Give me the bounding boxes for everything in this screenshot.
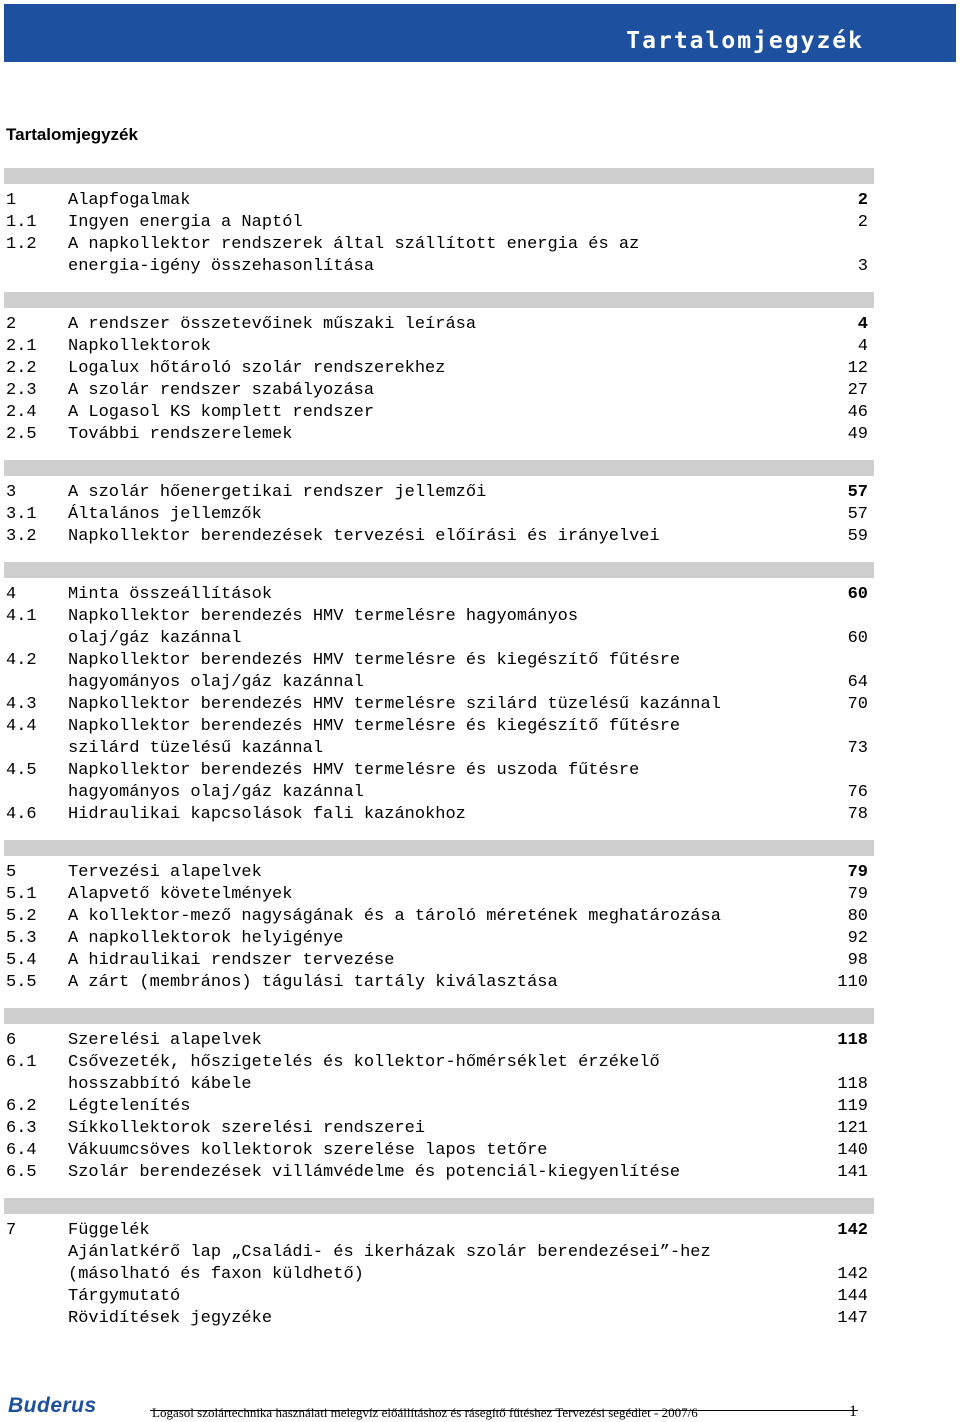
toc-num: 6.2 <box>6 1097 37 1116</box>
toc-title: olaj/gáz kazánnal <box>68 629 242 648</box>
toc-page: 60 <box>847 629 868 648</box>
toc-page: 64 <box>847 673 868 692</box>
toc-title: Alapfogalmak <box>68 191 191 210</box>
toc-row[interactable] <box>4 694 874 716</box>
toc-row[interactable] <box>4 1096 874 1118</box>
toc-num: 4.3 <box>6 695 37 714</box>
toc-title: Napkollektor berendezés HMV termelésre és uszoda fűtésre <box>68 761 640 780</box>
toc-page: 70 <box>847 695 868 714</box>
toc-num: 1.2 <box>6 235 37 254</box>
toc-title: A napkollektorok helyigénye <box>68 929 344 948</box>
toc-num: 4.1 <box>6 607 37 626</box>
toc-num: 3.1 <box>6 505 37 524</box>
toc-section <box>4 548 874 826</box>
toc-page: 57 <box>847 505 868 524</box>
toc-num: 5.1 <box>6 885 37 904</box>
toc-title: Napkollektorok <box>68 337 211 356</box>
toc-title: Légtelenítés <box>68 1097 191 1116</box>
section-gap <box>4 548 874 562</box>
toc-title: Napkollektor berendezés HMV termelésre hagyományos <box>68 607 579 626</box>
toc-num: 2.1 <box>6 337 37 356</box>
toc-page: 142 <box>837 1265 868 1284</box>
toc-row[interactable] <box>4 906 874 928</box>
toc-row[interactable] <box>4 738 874 760</box>
toc-row[interactable] <box>4 782 874 804</box>
toc-page: 119 <box>837 1097 868 1116</box>
toc-num: 4.2 <box>6 651 37 670</box>
header-title: Tartalomjegyzék <box>626 28 864 54</box>
toc-page: 79 <box>847 863 868 882</box>
toc-row[interactable] <box>4 628 874 650</box>
toc-title: hagyományos olaj/gáz kazánnal <box>68 673 364 692</box>
toc-num: 1 <box>6 191 17 210</box>
toc-page: 2 <box>857 191 868 210</box>
toc-page: 78 <box>847 805 868 824</box>
toc-row[interactable] <box>4 1162 874 1184</box>
toc-row[interactable] <box>4 928 874 950</box>
toc-row[interactable] <box>4 884 874 906</box>
toc-page: 60 <box>847 585 868 604</box>
toc-row[interactable] <box>4 650 874 672</box>
toc-num: 6.3 <box>6 1119 37 1138</box>
toc-num: 4.6 <box>6 805 37 824</box>
toc-num: 3.2 <box>6 527 37 546</box>
toc-num: 5.5 <box>6 973 37 992</box>
toc-row[interactable] <box>4 1264 874 1286</box>
buderus-logo <box>8 1396 120 1416</box>
toc-page: 57 <box>847 483 868 502</box>
toc-page: 92 <box>847 929 868 948</box>
toc-title: (másolható és faxon küldhető) <box>68 1265 364 1284</box>
toc-num: 4.5 <box>6 761 37 780</box>
section-separator <box>4 1198 874 1214</box>
toc-num: 7 <box>6 1221 17 1240</box>
toc-row[interactable] <box>4 234 874 256</box>
toc-row[interactable] <box>4 1286 874 1308</box>
toc-title: Síkkollektorok szerelési rendszerei <box>68 1119 426 1138</box>
toc-title: Szolár berendezések villámvédelme és potenciál-kiegyenlítése <box>68 1163 681 1182</box>
toc-title: Logalux hőtároló szolár rendszerekhez <box>68 359 446 378</box>
toc-page: 118 <box>837 1075 868 1094</box>
toc-row[interactable] <box>4 804 874 826</box>
toc-row[interactable] <box>4 402 874 424</box>
toc-chapter-row[interactable] <box>4 314 874 336</box>
toc-row[interactable] <box>4 1242 874 1264</box>
toc-num: 1.1 <box>6 213 37 232</box>
toc-title: hagyományos olaj/gáz kazánnal <box>68 783 364 802</box>
toc-row[interactable] <box>4 716 874 738</box>
toc-page: 144 <box>837 1287 868 1306</box>
toc-title: Tárgymutató <box>68 1287 181 1306</box>
toc-chapter-row[interactable] <box>4 862 874 884</box>
toc-title: Ingyen energia a Naptól <box>68 213 303 232</box>
toc-row[interactable] <box>4 380 874 402</box>
toc-page: 4 <box>857 315 868 334</box>
toc-title: Alapvető követelmények <box>68 885 293 904</box>
toc-title: Szerelési alapelvek <box>68 1031 262 1050</box>
toc-page: 59 <box>847 527 868 546</box>
toc-title: szilárd tüzelésű kazánnal <box>68 739 324 758</box>
toc-num: 2 <box>6 315 17 334</box>
toc-num: 3 <box>6 483 17 502</box>
toc-page: 3 <box>857 257 868 276</box>
toc-page: 73 <box>847 739 868 758</box>
toc-num: 2.5 <box>6 425 37 444</box>
toc-page: 79 <box>847 885 868 904</box>
toc-row[interactable] <box>4 424 874 446</box>
toc-chapter-row[interactable] <box>4 1030 874 1052</box>
toc-num: 2.4 <box>6 403 37 422</box>
section-gap <box>4 994 874 1008</box>
section-separator <box>4 168 874 184</box>
toc-num: 5.4 <box>6 951 37 970</box>
toc-chapter-row[interactable] <box>4 584 874 606</box>
toc-page: 12 <box>847 359 868 378</box>
toc-page: 4 <box>857 337 868 356</box>
footer-text: Logasol szolártechnika használati melegvíz előállításhoz és rásegítő fűtéshez Tervezési segédlet - 2007/6 <box>152 1405 698 1420</box>
section-gap <box>4 446 874 460</box>
toc-num: 4 <box>6 585 17 604</box>
toc-title: Napkollektor berendezés HMV termelésre és kiegészítő fűtésre <box>68 651 681 670</box>
toc-row[interactable] <box>4 1308 874 1330</box>
toc-page: 49 <box>847 425 868 444</box>
toc-row[interactable] <box>4 672 874 694</box>
toc-page: 118 <box>837 1031 868 1050</box>
section-gap <box>4 278 874 292</box>
toc-chapter-row[interactable] <box>4 482 874 504</box>
toc-title: Minta összeállítások <box>68 585 273 604</box>
toc-page: 147 <box>837 1309 868 1328</box>
toc-title: Csővezeték, hőszigetelés és kollektor-hőmérséklet érzékelő <box>68 1053 660 1072</box>
toc-num: 6 <box>6 1031 17 1050</box>
toc-row[interactable] <box>4 760 874 782</box>
toc-row[interactable] <box>4 212 874 234</box>
toc-page: 140 <box>837 1141 868 1160</box>
toc-title: Napkollektor berendezés HMV termelésre és kiegészítő fűtésre <box>68 717 681 736</box>
toc-num: 6.5 <box>6 1163 37 1182</box>
toc-page: 76 <box>847 783 868 802</box>
toc-title: A napkollektor rendszerek által szállított energia és az <box>68 235 640 254</box>
toc-title: Ajánlatkérő lap „Családi- és ikerházak szolár berendezései”-hez <box>68 1243 711 1262</box>
toc-row[interactable] <box>4 256 874 278</box>
toc-chapter-row[interactable] <box>4 1220 874 1242</box>
section-separator <box>4 460 874 476</box>
toc-page: 2 <box>857 213 868 232</box>
toc-title: Tervezési alapelvek <box>68 863 262 882</box>
toc-num: 6.4 <box>6 1141 37 1160</box>
toc-row[interactable] <box>4 950 874 972</box>
toc-row[interactable] <box>4 1074 874 1096</box>
toc-num: 5 <box>6 863 17 882</box>
toc-title: Függelék <box>68 1221 150 1240</box>
toc-title: A zárt (membrános) tágulási tartály kiválasztása <box>68 973 558 992</box>
toc-title: További rendszerelemek <box>68 425 293 444</box>
toc-section <box>4 278 874 446</box>
toc-num: 5.2 <box>6 907 37 926</box>
toc-title: A szolár rendszer szabályozása <box>68 381 375 400</box>
section-separator <box>4 292 874 308</box>
toc-page: 46 <box>847 403 868 422</box>
section-gap <box>4 826 874 840</box>
toc-title: Rövidítések jegyzéke <box>68 1309 273 1328</box>
toc-row[interactable] <box>4 526 874 548</box>
toc-num: 2.2 <box>6 359 37 378</box>
table-of-contents <box>4 168 874 1330</box>
toc-title: A Logasol KS komplett rendszer <box>68 403 375 422</box>
toc-row[interactable] <box>4 358 874 380</box>
toc-title: Hidraulikai kapcsolások fali kazánokhoz <box>68 805 466 824</box>
toc-section <box>4 994 874 1184</box>
toc-num: 5.3 <box>6 929 37 948</box>
toc-page: 27 <box>847 381 868 400</box>
section-separator <box>4 840 874 856</box>
toc-title: A rendszer összetevőinek műszaki leírása <box>68 315 477 334</box>
toc-title: A szolár hőenergetikai rendszer jellemzői <box>68 483 487 502</box>
toc-page: 142 <box>837 1221 868 1240</box>
toc-section <box>4 168 874 278</box>
toc-page: 110 <box>837 973 868 992</box>
toc-num: 6.1 <box>6 1053 37 1072</box>
toc-section <box>4 446 874 548</box>
toc-section <box>4 826 874 994</box>
toc-page: 121 <box>837 1119 868 1138</box>
toc-title: hosszabbító kábele <box>68 1075 252 1094</box>
toc-title: Általános jellemzők <box>68 505 262 524</box>
toc-page: 98 <box>847 951 868 970</box>
toc-title: A hidraulikai rendszer tervezése <box>68 951 395 970</box>
toc-title: energia-igény összehasonlítása <box>68 257 375 276</box>
toc-row[interactable] <box>4 1140 874 1162</box>
toc-page: 80 <box>847 907 868 926</box>
toc-row[interactable] <box>4 504 874 526</box>
page-title: Tartalomjegyzék <box>6 125 138 144</box>
toc-chapter-row[interactable] <box>4 190 874 212</box>
toc-section <box>4 1184 874 1330</box>
header-bar <box>4 4 956 62</box>
page-number: 1 <box>849 1403 857 1420</box>
toc-row[interactable] <box>4 1052 874 1074</box>
section-separator <box>4 1008 874 1024</box>
toc-num: 4.4 <box>6 717 37 736</box>
toc-page: 141 <box>837 1163 868 1182</box>
toc-title: Vákuumcsöves kollektorok szerelése lapos tetőre <box>68 1141 548 1160</box>
toc-row[interactable] <box>4 336 874 358</box>
section-gap <box>4 1184 874 1198</box>
toc-title: Napkollektor berendezés HMV termelésre szilárd tüzelésű kazánnal <box>68 695 721 714</box>
toc-row[interactable] <box>4 972 874 994</box>
toc-row[interactable] <box>4 606 874 628</box>
toc-title: Napkollektor berendezések tervezési előírási és irányelvei <box>68 527 660 546</box>
toc-num: 2.3 <box>6 381 37 400</box>
toc-row[interactable] <box>4 1118 874 1140</box>
section-separator <box>4 562 874 578</box>
toc-title: A kollektor-mező nagyságának és a tároló méretének meghatározása <box>68 907 721 926</box>
logo-text: Buderus <box>8 1394 97 1417</box>
